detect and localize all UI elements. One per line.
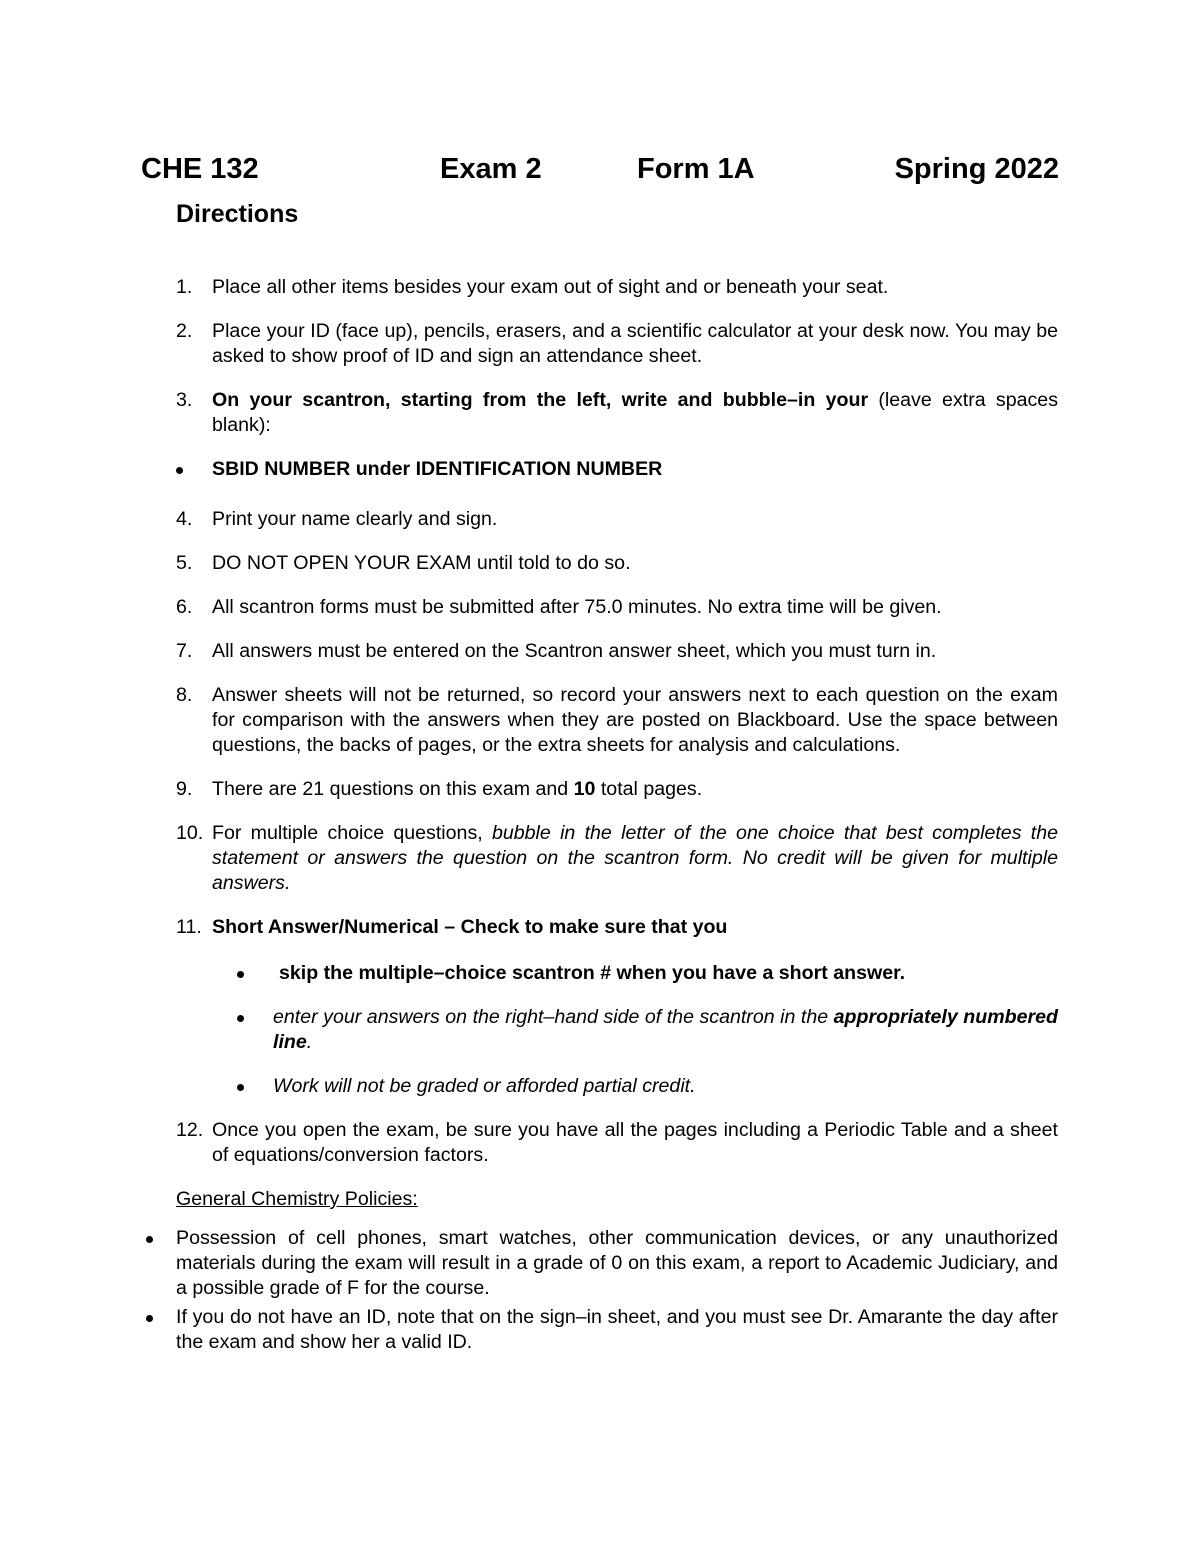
- page-count: 10: [573, 778, 596, 800]
- item-number: 2.: [176, 320, 193, 342]
- policy-text: Possession of cell phones, smart watches, other communication devices, or any unauthorized materials during the exam will result in a grade of 0 on this exam, a report to Academic Judiciary, and a possible grade of F for the course.: [176, 1227, 1058, 1299]
- item-number: 4.: [176, 508, 193, 530]
- item-text: Place all other items besides your exam out of sight and or beneath your seat.: [212, 276, 889, 298]
- item-number: 10.: [176, 822, 204, 844]
- sbid-text: SBID NUMBER under IDENTIFICATION NUMBER: [212, 458, 663, 480]
- exam-form: Form 1A: [637, 153, 755, 185]
- direction-item-5: [176, 551, 1058, 576]
- item-number: 9.: [176, 778, 193, 800]
- item-text: All answers must be entered on the Scantron answer sheet, which you must turn in.: [212, 640, 937, 662]
- item-text-bold: Short Answer/Numerical – Check to make sure that you: [212, 916, 728, 938]
- directions-list: [176, 275, 1058, 1356]
- bullet-icon: [237, 1084, 244, 1091]
- item-number: 12.: [176, 1119, 204, 1141]
- exam-number: Exam 2: [440, 153, 542, 185]
- item-text: There are 21 questions on this exam and: [212, 778, 574, 800]
- policies-heading: General Chemistry Policies:: [176, 1188, 418, 1210]
- policies-list: [142, 1226, 1058, 1355]
- item-text: Once you open the exam, be sure you have all the pages including a Periodic Table and a sheet of equations/conversion factors.: [212, 1119, 1058, 1166]
- directions-heading: Directions: [176, 200, 299, 228]
- short-answer-checklist: [176, 961, 1058, 1099]
- checklist-item-1: [176, 961, 1058, 986]
- checklist-text: enter your answers on the right–hand side of the scantron in the: [273, 1006, 834, 1028]
- item-text-bold: On your scantron, starting from the left, write and bubble–in your: [212, 389, 869, 411]
- item-text-italic: bubble in the letter of the one choice that best completes the statement or answers the question on the scantron form. No credit will be given for multiple answers.: [212, 822, 1058, 894]
- direction-item-12: [176, 1118, 1058, 1168]
- checklist-text: Work will not be graded or afforded partial credit.: [273, 1075, 696, 1097]
- bullet-icon: [146, 1236, 153, 1243]
- checklist-text: skip the multiple–choice scantron # when you have a short answer.: [279, 962, 906, 984]
- direction-item-4: [176, 507, 1058, 532]
- item-text: Place your ID (face up), pencils, erasers, and a scientific calculator at your desk now. You may be asked to show proof of ID and sign an attendance sheet.: [212, 320, 1058, 367]
- checklist-item-3: [176, 1074, 1058, 1099]
- direction-item-3: [176, 388, 1058, 438]
- item-number: 5.: [176, 552, 193, 574]
- checklist-text-bold: appropriately numbered line: [273, 1006, 1058, 1053]
- sbid-bullet: [176, 457, 1058, 482]
- direction-item-10: [176, 821, 1058, 896]
- item-number: 3.: [176, 389, 193, 411]
- item-text: Print your name clearly and sign.: [212, 508, 498, 530]
- direction-item-8: [176, 683, 1058, 758]
- bullet-icon: [146, 1315, 153, 1322]
- item-number: 11.: [176, 916, 202, 938]
- checklist-text-end: .: [306, 1031, 313, 1053]
- item-text-end: total pages.: [595, 778, 703, 800]
- policy-text: If you do not have an ID, note that on the sign–in sheet, and you must see Dr. Amarante the day after the exam and show her a valid ID.: [176, 1306, 1058, 1353]
- bullet-icon: [237, 1015, 244, 1022]
- policy-item-2: [142, 1305, 1058, 1355]
- bullet-icon: [176, 467, 183, 474]
- item-text: Answer sheets will not be returned, so record your answers next to each question on the exam for comparison with the answers when they are posted on Blackboard. Use the space between questions, the backs of pages, or the extra sheets for analysis and calculations.: [212, 684, 1058, 756]
- item-number: 1.: [176, 276, 193, 298]
- item-number: 6.: [176, 596, 193, 618]
- direction-item-6: [176, 595, 1058, 620]
- direction-item-1: [176, 275, 1058, 300]
- bullet-icon: [237, 971, 244, 978]
- exam-header: [141, 153, 1059, 193]
- course-code: CHE 132: [141, 153, 259, 185]
- direction-item-11: [176, 915, 1058, 940]
- item-text: DO NOT OPEN YOUR EXAM until told to do so.: [212, 552, 631, 574]
- checklist-item-2: [176, 1005, 1058, 1055]
- item-text: (leave extra spaces blank):: [212, 389, 1058, 436]
- item-text: All scantron forms must be submitted after 75.0 minutes. No extra time will be given.: [212, 596, 942, 618]
- direction-item-2: [176, 319, 1058, 369]
- item-number: 7.: [176, 640, 193, 662]
- policy-item-1: [142, 1226, 1058, 1301]
- exam-term: Spring 2022: [894, 153, 1059, 185]
- item-number: 8.: [176, 684, 193, 706]
- direction-item-7: [176, 639, 1058, 664]
- direction-item-9: [176, 777, 1058, 802]
- item-text: For multiple choice questions,: [212, 822, 492, 844]
